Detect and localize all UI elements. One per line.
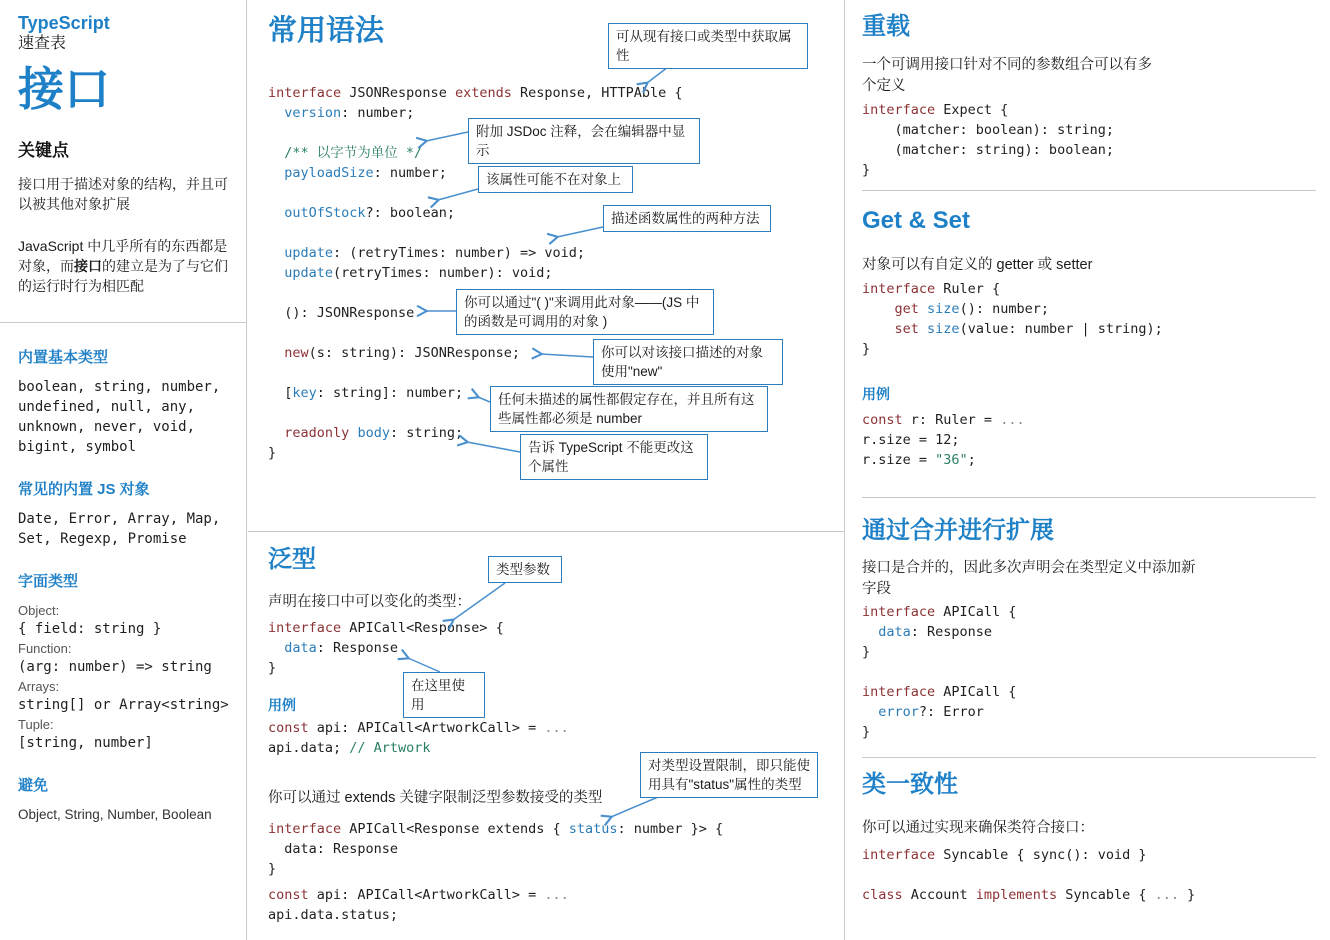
syntax-heading: 常用语法 — [268, 15, 385, 47]
generics-code-1: interface APICall<Response> { data: Response } — [268, 620, 504, 676]
callout-index-signature: 任何未描述的属性都假定存在，并且所有这些属性都必须是 number — [490, 386, 768, 432]
getset-intro: 对象可以有自定义的 getter 或 setter — [862, 257, 1093, 273]
js-objects-code: Date, Error, Array, Map, Set, Regexp, Promise — [18, 511, 221, 547]
overloads-intro: 一个可调用接口针对不同的参数组合可以有多个定义 — [862, 57, 1152, 94]
callout-jsdoc: 附加 JSDoc 注释，会在编辑器中显示 — [468, 118, 700, 164]
right-divider-3 — [862, 757, 1316, 758]
callout-pick-props: 可从现有接口或类型中获取属性 — [608, 23, 808, 69]
getset-heading: Get & Set — [862, 207, 971, 234]
sidebar — [0, 0, 247, 940]
literal-code: string[] or Array<string> — [18, 697, 229, 713]
callout-readonly: 告诉 TypeScript 不能更改这个属性 — [520, 434, 708, 480]
callout-optional: 该属性可能不在对象上 — [478, 166, 633, 193]
conformance-heading: 类一致性 — [862, 771, 958, 798]
getset-usage-label: 用例 — [862, 386, 890, 402]
keypoint-2-pre: JavaScript 中几乎所有的东西都是对象，而 — [18, 238, 228, 274]
literal-type-list — [18, 601, 232, 753]
right-divider-2 — [862, 497, 1316, 498]
literal-label: Function: — [18, 641, 72, 656]
brand-title: TypeScript — [18, 13, 110, 33]
avoid-text: Object, String, Number, Boolean — [18, 807, 212, 822]
literal-code: { field: string } — [18, 621, 162, 637]
generics-usage-label: 用例 — [268, 697, 296, 713]
literal-code: [string, number] — [18, 735, 153, 751]
generics-constraint-text: 你可以通过 extends 关键字限制泛型参数接受的类型 — [268, 790, 603, 806]
section-divider — [248, 531, 844, 532]
generics-code-3: const api: APICall<ArtworkCall> = ... api.data.status; — [268, 887, 569, 923]
literal-label: Arrays: — [18, 679, 60, 694]
avoid-heading: 避免 — [18, 777, 49, 794]
main-column — [248, 0, 845, 940]
overloads-code: interface Expect { (matcher: boolean): string; (matcher: string): boolean; } — [862, 102, 1114, 178]
right-divider-1 — [862, 190, 1316, 191]
merging-code: interface APICall { data: Response } interface APICall { error?: Error } — [862, 604, 1017, 740]
generics-code-2: interface APICall<Response extends { status: number }> { data: Response } — [268, 821, 724, 877]
keypoint-1: 接口用于描述对象的结构，并且可以被其他对象扩展 — [18, 176, 228, 212]
keypoint-2-post: 的建立是为了与它们的运行时行为相匹配 — [18, 258, 228, 294]
callout-new: 你可以对该接口描述的对象使用"new" — [593, 339, 783, 385]
merging-heading: 通过合并进行扩展 — [862, 517, 1054, 544]
merging-intro: 接口是合并的，因此多次声明会在类型定义中添加新字段 — [862, 560, 1196, 597]
conformance-code: interface Syncable { sync(): void } class Account implements Syncable { ... } — [862, 847, 1196, 903]
overloads-heading: 重载 — [862, 13, 910, 40]
syntax-code-block: interface JSONResponse extends Response, HTTPAble { version: number; /** 以字节为单位 */ payloadSize: number; outOfStock?: boolean; update: (retryTimes: number) => void; update(retryTimes: number): void; (): JSONResponse new(s: string): JSONResponse; [key: string]: number; readonly body: string; } — [268, 85, 683, 461]
keypoint-2 — [18, 236, 232, 296]
callout-two-ways: 描述函数属性的两种方法 — [603, 205, 771, 232]
builtin-types-code: boolean, string, number, undefined, null, any, unknown, never, void, bigint, symbol — [18, 379, 221, 455]
brand-subtitle: 速查表 — [18, 35, 67, 52]
getset-code: interface Ruler { get size(): number; set size(value: number | string); } — [862, 281, 1163, 357]
callout-type-param: 类型参数 — [488, 556, 562, 583]
literal-label: Tuple: — [18, 717, 54, 732]
generics-usage-code: const api: APICall<ArtworkCall> = ... api.data; // Artwork — [268, 720, 569, 756]
conformance-intro: 你可以通过实现来确保类符合接口： — [862, 820, 1094, 836]
generics-intro: 声明在接口中可以变化的类型： — [268, 594, 471, 610]
literal-heading: 字面类型 — [18, 573, 79, 590]
js-objects-heading: 常见的内置 JS 对象 — [18, 481, 150, 498]
builtin-heading: 内置基本类型 — [18, 349, 109, 366]
literal-code: (arg: number) => string — [18, 659, 212, 675]
callout-callable: 你可以通过"( )"来调用此对象——(JS 中的函数是可调用的对象 ) — [456, 289, 714, 335]
keypoints-heading: 关键点 — [18, 141, 69, 160]
right-column — [846, 0, 1330, 940]
literal-label: Object: — [18, 603, 60, 618]
page-title: 接口 — [18, 63, 110, 115]
generics-heading: 泛型 — [268, 546, 316, 573]
callout-used-here: 在这里使用 — [403, 672, 485, 718]
keypoint-2-bold: 接口 — [74, 258, 102, 274]
callout-constraint: 对类型设置限制，即只能使用具有"status"属性的类型 — [640, 752, 818, 798]
getset-usage-code: const r: Ruler = ... r.size = 12; r.size = "36"; — [862, 412, 1025, 468]
sidebar-divider — [0, 322, 246, 323]
